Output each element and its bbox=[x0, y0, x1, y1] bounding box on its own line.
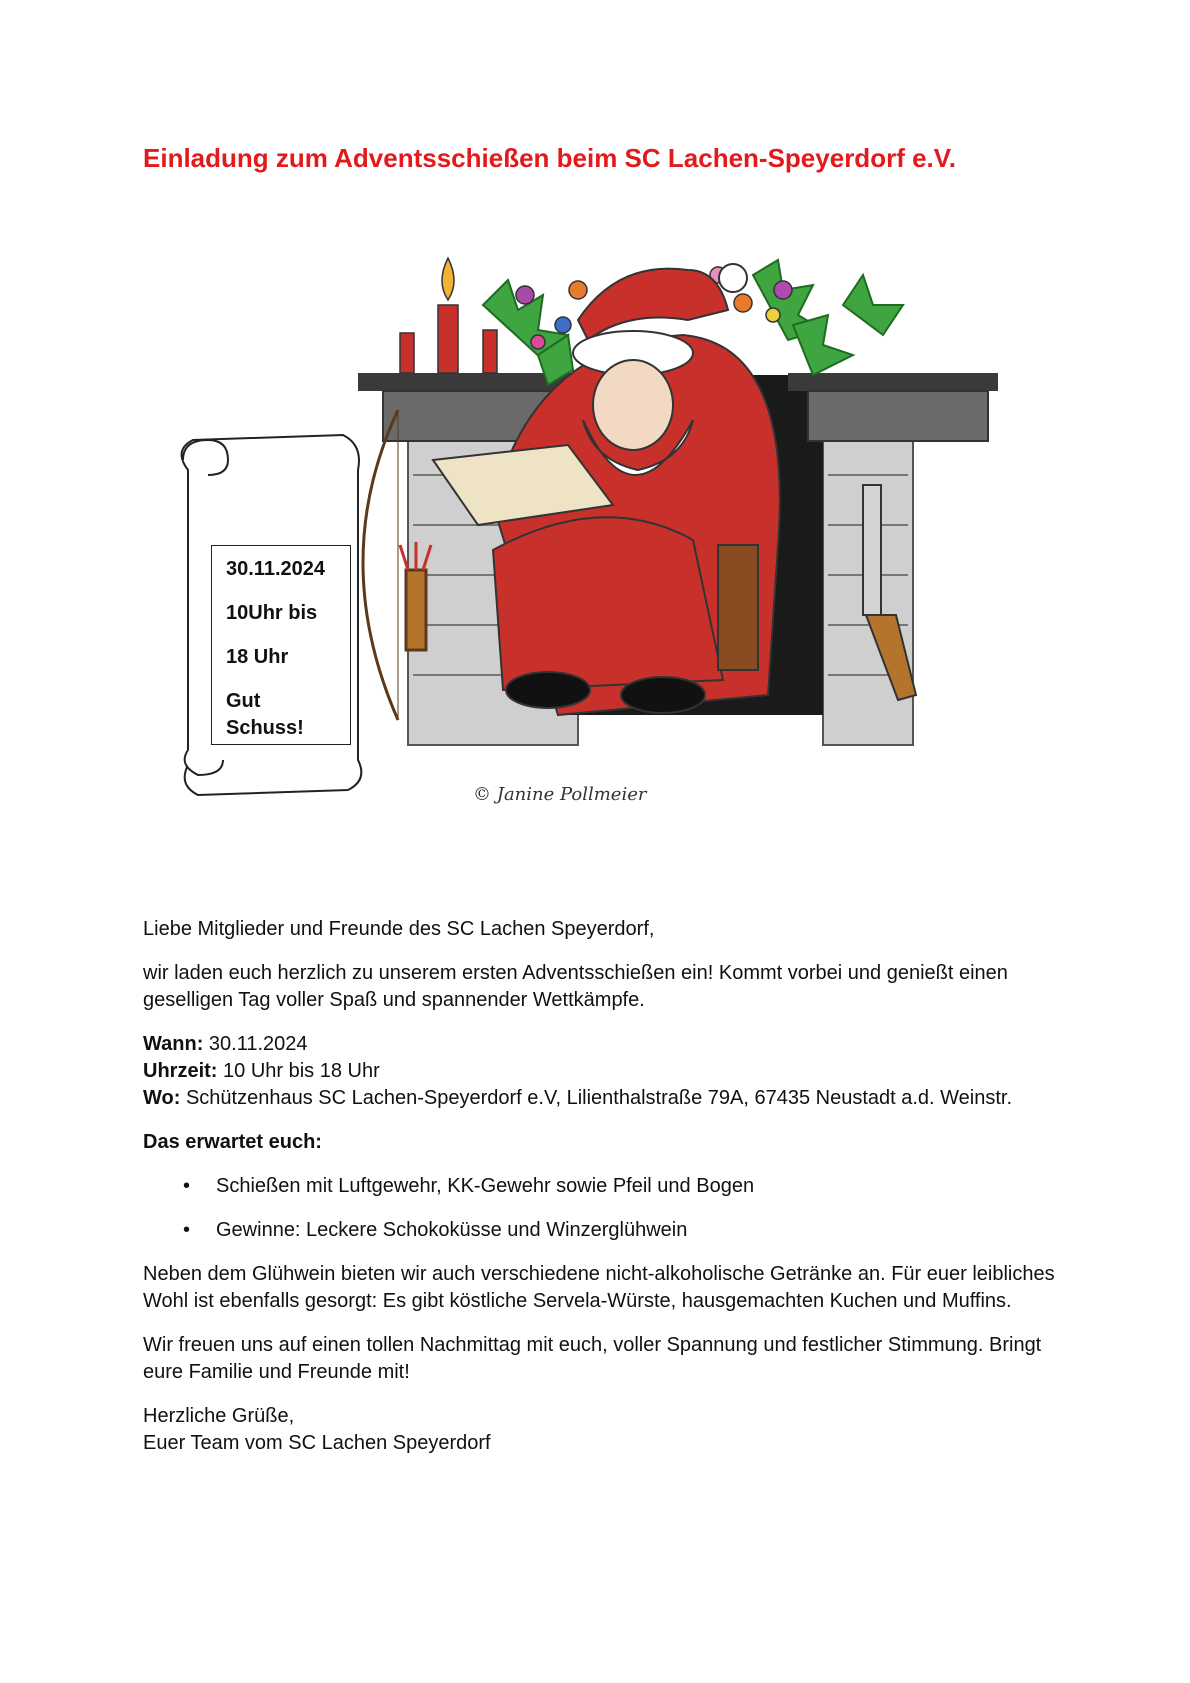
list-item: • Schießen mit Luftgewehr, KK-Gewehr sowie Pfeil und Bogen bbox=[143, 1173, 1068, 1200]
where-label: Wo: bbox=[143, 1087, 181, 1109]
signoff: Euer Team vom SC Lachen Speyerdorf bbox=[143, 1432, 491, 1454]
event-time-end: 18 Uhr bbox=[226, 646, 289, 668]
bullet: • bbox=[183, 1219, 191, 1241]
event-details bbox=[143, 1031, 1068, 1112]
greeting: Liebe Mitglieder und Freunde des SC Lachen Speyerdorf, bbox=[143, 918, 655, 940]
signature-block bbox=[143, 1403, 1068, 1457]
page-title: Einladung zum Adventsschießen beim SC Lachen-Speyerdorf e.V. bbox=[143, 143, 956, 173]
time-value: 10 Uhr bis 18 Uhr bbox=[217, 1060, 380, 1082]
candles bbox=[400, 258, 497, 373]
list-item: • Gewinne: Leckere Schokoküsse und Winzerglühwein bbox=[143, 1217, 1068, 1244]
regards: Herzliche Grüße, bbox=[143, 1405, 295, 1427]
food-paragraph: Neben dem Glühwein bieten wir auch verschiedene nicht-alkoholische Getränke an. Für euer leibliches Wohl ist ebenfalls gesorgt: Es gibt köstliche Servela-Würste, hausgemachten Kuchen und Muffins. bbox=[143, 1263, 1055, 1312]
artist-signature: © Janine Pollmeier bbox=[473, 784, 647, 805]
event-time-start: 10Uhr bis bbox=[226, 602, 318, 624]
event-date: 30.11.2024 bbox=[226, 558, 325, 580]
letter-body bbox=[143, 916, 1068, 1474]
bullet: • bbox=[183, 1175, 191, 1197]
expect-heading: Das erwartet euch: bbox=[143, 1131, 322, 1153]
closing-paragraph: Wir freuen uns auf einen tollen Nachmittag mit euch, voller Spannung und festlicher Stimmung. Bringt eure Familie und Freunde mit! bbox=[143, 1334, 1042, 1383]
when-label: Wann: bbox=[143, 1033, 204, 1055]
event-wish: Gut Schuss! bbox=[226, 690, 304, 739]
event-info-box bbox=[211, 545, 351, 745]
expect-list bbox=[143, 1173, 1068, 1244]
when-value: 30.11.2024 bbox=[203, 1033, 308, 1055]
intro-paragraph: wir laden euch herzlich zu unserem ersten Adventsschießen ein! Kommt vorbei und genießt einen geselligen Tag voller Spaß und spannender Wettkämpfe. bbox=[143, 962, 1008, 1011]
time-label: Uhrzeit: bbox=[143, 1060, 218, 1082]
where-value: Schützenhaus SC Lachen-Speyerdorf e.V, Lilienthalstraße 79A, 67435 Neustadt a.d. Weinstr. bbox=[180, 1087, 1013, 1109]
